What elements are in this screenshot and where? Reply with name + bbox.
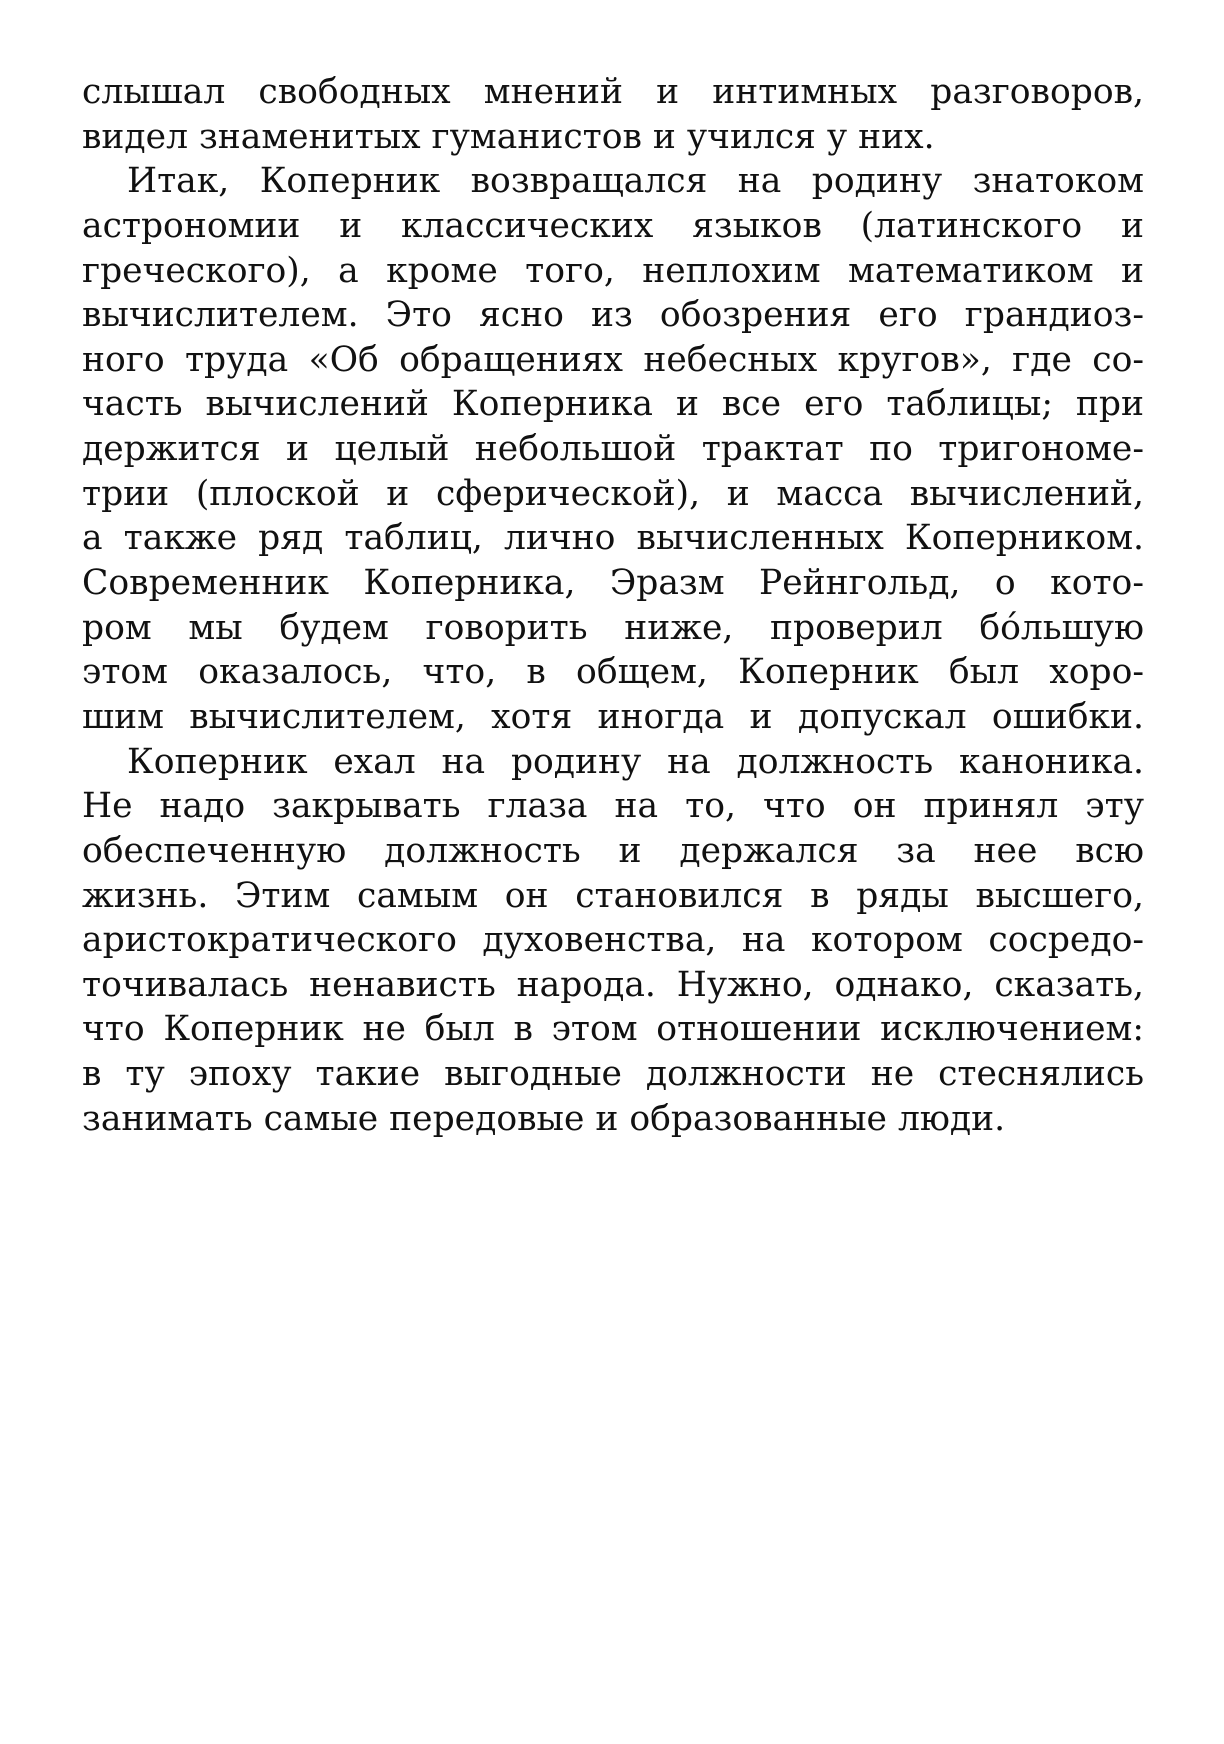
text-line: а также ряд таблиц, лично вычисленных Коперником. <box>82 518 1144 559</box>
text-line: видел знаменитых гуманистов и учился у них. <box>82 116 935 157</box>
text-line: точивалась ненависть народа. Нужно, однако, сказать, <box>82 964 1144 1005</box>
text-line: ром мы будем говорить ниже, проверил бо́льшую <box>82 607 1144 648</box>
text-line: слышал свободных мнений и интимных разговоров, <box>82 72 1144 112</box>
text-line: в ту эпоху такие выгодные должности не стеснялись <box>82 1054 1144 1095</box>
text-line: аристократического духовенства, на котором сосредо- <box>82 920 1144 961</box>
text-line: что Коперник не был в этом отношении исключением: <box>82 1009 1144 1050</box>
text-line: жизнь. Этим самым он становился в ряды высшего, <box>82 875 1144 916</box>
text-line: ного труда «Об обращениях небесных кругов», где со- <box>82 339 1144 380</box>
body-text <box>82 70 1144 1141</box>
text-line: занимать самые передовые и образованные люди. <box>82 1098 1006 1139</box>
text-line: этом оказалось, что, в общем, Коперник был хоро- <box>82 652 1144 693</box>
text-line: часть вычислений Коперника и все его таблицы; при <box>82 384 1144 425</box>
text-line: Коперник ехал на родину на должность каноника. <box>127 741 1144 782</box>
text-line: греческого), а кроме того, неплохим математиком и <box>82 250 1144 291</box>
text-line: держится и целый небольшой трактат по тригономе- <box>82 429 1144 470</box>
text-line: Современник Коперника, Эразм Рейнгольд, о кото- <box>82 563 1144 604</box>
text-line: шим вычислителем, хотя иногда и допускал ошибки. <box>82 696 1144 737</box>
text-line: обеспеченную должность и держался за нее всю <box>82 830 1144 871</box>
text-line: астрономии и классических языков (латинского и <box>82 205 1144 246</box>
text-line: вычислителем. Это ясно из обозрения его грандиоз- <box>82 295 1144 336</box>
text-line: Итак, Коперник возвращался на родину знатоком <box>127 161 1144 202</box>
text-line: трии (плоской и сферической), и масса вычислений, <box>82 473 1144 514</box>
text-line: Не надо закрывать глаза на то, что он принял эту <box>82 786 1144 827</box>
